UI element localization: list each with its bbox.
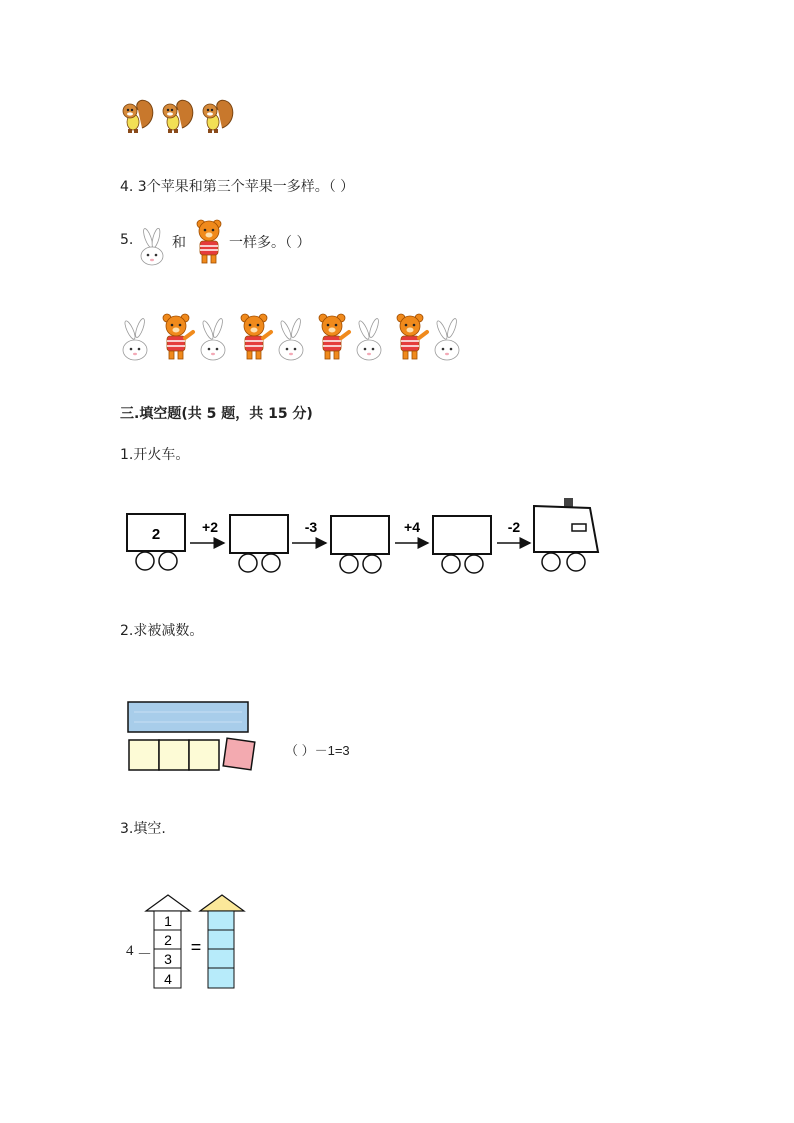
train-engine <box>534 498 598 571</box>
rabbit-icon <box>136 228 170 270</box>
operation-4: -2 <box>507 519 521 535</box>
fill-3-minus: － <box>137 947 153 963</box>
column-value: 4 <box>164 971 172 987</box>
fill-3-title: 3.填空. <box>120 821 166 837</box>
train-car-1 <box>127 514 185 570</box>
train-car-3 <box>331 516 389 573</box>
first-car-value: 2 <box>151 526 161 543</box>
bear-icon <box>397 314 427 359</box>
fill-1-title: 1.开火车。 <box>120 447 190 463</box>
squirrel-icon <box>163 100 193 133</box>
column-value: 2 <box>164 932 172 948</box>
train-car-2 <box>230 515 288 572</box>
column-value: 1 <box>164 913 172 929</box>
question-5-suffix: 一样多。（ ） <box>229 235 311 251</box>
unit-box <box>159 740 189 770</box>
operation-2: -3 <box>304 519 318 535</box>
train-car-4 <box>433 516 491 573</box>
operation-3: +4 <box>404 519 420 535</box>
subtraction-model <box>124 698 264 778</box>
fill-3-left-number: 4 <box>126 943 134 959</box>
question-4: 4. 3个苹果和第三个苹果一多样。（ ） <box>120 179 355 195</box>
bear-icon <box>241 314 271 359</box>
unit-box <box>189 740 219 770</box>
section-title: 三.填空题(共 5 题，共 15 分) <box>120 406 313 422</box>
rabbit-icon <box>123 318 147 360</box>
squirrel-icon <box>203 100 233 133</box>
train-diagram <box>120 494 610 578</box>
whole-bar <box>128 702 248 732</box>
rabbit-icon <box>357 318 381 360</box>
squirrel-row <box>118 96 248 136</box>
squirrel-icon <box>123 100 153 133</box>
unit-box <box>129 740 159 770</box>
equals-sign: = <box>190 937 202 957</box>
left-roof <box>146 895 190 911</box>
rabbit-icon <box>279 318 303 360</box>
question-5-and: 和 <box>172 235 186 251</box>
operation-1: +2 <box>202 519 218 535</box>
fill-2-title: 2.求被减数。 <box>120 623 204 639</box>
animal-row <box>118 310 478 366</box>
rabbit-icon <box>201 318 225 360</box>
bear-icon <box>192 218 228 268</box>
fill-2-equation: （ ）－1=3 <box>285 743 350 758</box>
question-5-number: 5. <box>120 232 134 248</box>
left-column <box>154 911 181 988</box>
rabbit-icon <box>435 318 459 360</box>
bear-icon <box>163 314 193 359</box>
right-column <box>208 911 234 988</box>
column-value: 3 <box>164 951 172 967</box>
number-houses <box>144 893 250 995</box>
bear-icon <box>319 314 349 359</box>
right-roof <box>200 895 244 911</box>
removed-square <box>223 738 255 770</box>
